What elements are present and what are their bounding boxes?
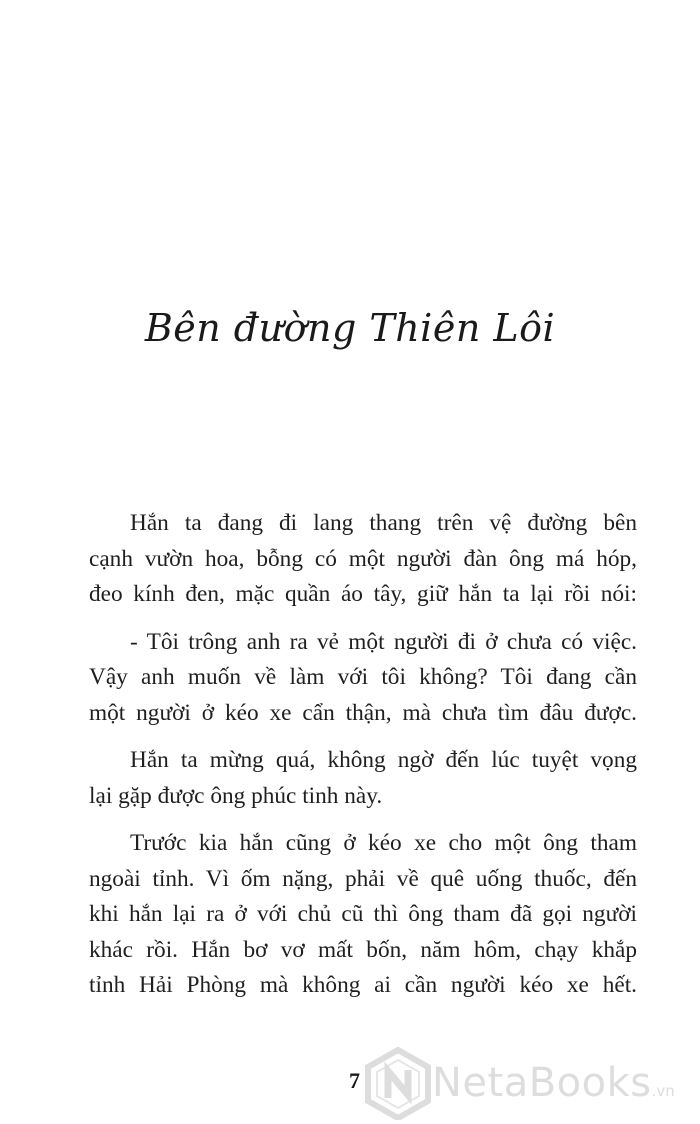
watermark-brand: NetaBooks — [432, 1060, 652, 1106]
text-line: khi hắn lại ra ở với chủ cũ thì ông tham đã gọi người — [89, 901, 637, 927]
text-line: tỉnh Hải Phòng mà không ai cần người kéo xe hết. — [89, 972, 637, 998]
paragraph-1 — [89, 506, 637, 613]
text-line: Vậy anh muốn về làm với tôi không? Tôi đang cần — [89, 664, 637, 690]
text-line: Trước kia hắn cũng ở kéo xe cho một ông tham — [130, 830, 637, 856]
text-line: ngoài tỉnh. Vì ốm nặng, phải về quê uống thuốc, đến — [89, 865, 637, 892]
text-line: một người ở kéo xe cẩn thận, mà chưa tìm đâu được. — [89, 699, 637, 726]
text-line: đeo kính đen, mặc quần áo tây, giữ hắn ta lại rồi nói: — [89, 581, 637, 607]
chapter-title: Bên đường Thiên Lôi — [144, 306, 556, 350]
text-line: cạnh vườn hoa, bỗng có một người đàn ông má hóp, — [89, 545, 637, 572]
paragraph-2 — [89, 625, 637, 732]
body-text — [89, 506, 637, 1004]
watermark-suffix: .vn — [651, 1082, 675, 1100]
watermark-text — [432, 1060, 675, 1106]
paragraph-4 — [89, 826, 637, 1004]
page-number: 7 — [349, 1068, 360, 1093]
netabooks-logo-icon — [362, 1046, 434, 1120]
text-line: khác rồi. Hắn bơ vơ mất bốn, năm hôm, chạy khắp — [89, 936, 637, 963]
text-line: Hắn ta đang đi lang thang trên vệ đường bên — [130, 510, 637, 536]
paragraph-3 — [89, 743, 637, 814]
watermark — [362, 1046, 700, 1120]
text-line: Hắn ta mừng quá, không ngờ đến lúc tuyệt vọng — [130, 747, 637, 773]
text-line: - Tôi trông anh ra vẻ một người đi ở chưa có việc. — [130, 628, 637, 655]
text-line: lại gặp được ông phúc tinh này. — [89, 782, 383, 809]
